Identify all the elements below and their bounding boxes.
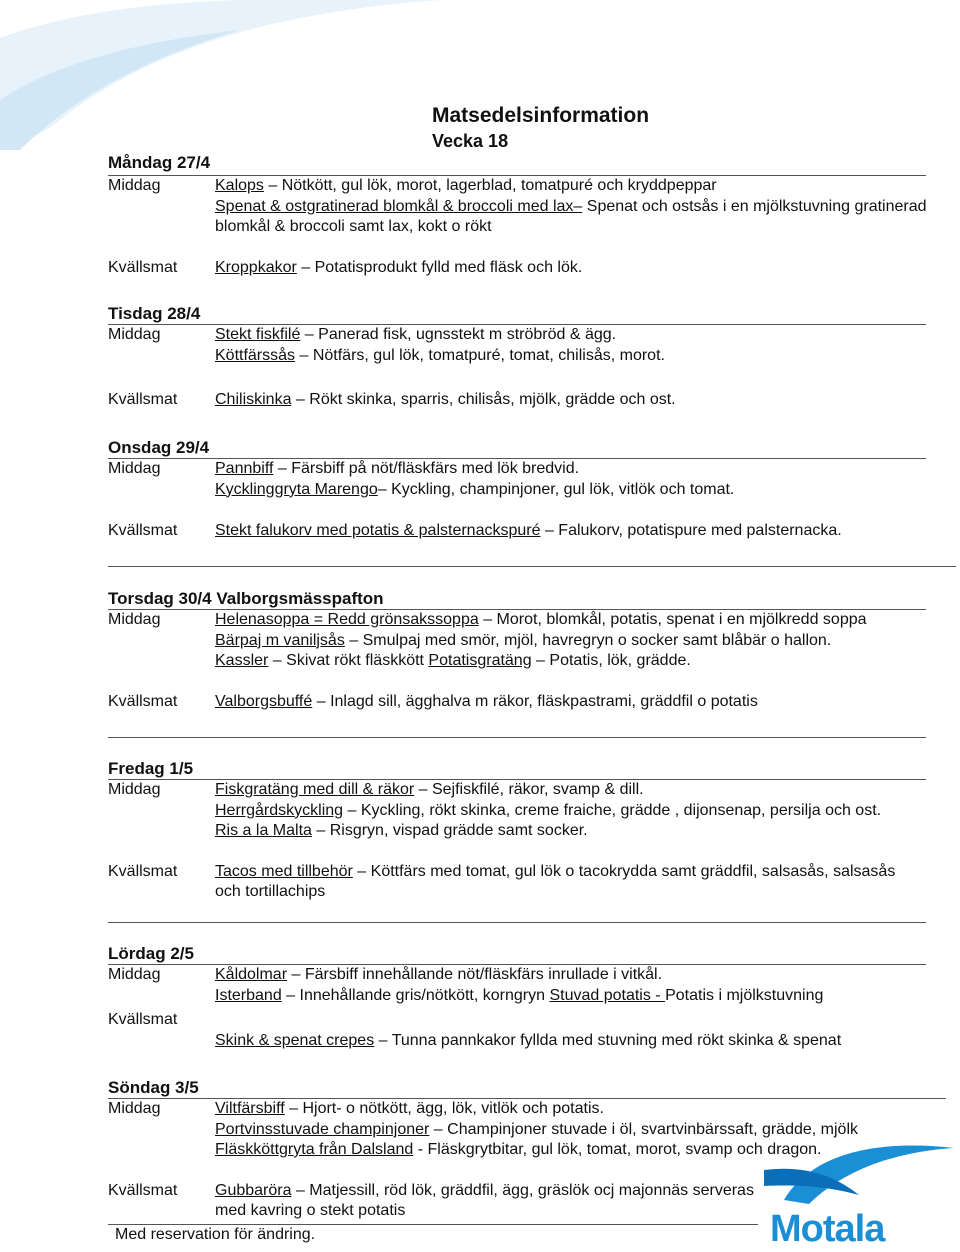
dish-description: Potatisprodukt fylld med fläsk och lök. — [314, 258, 583, 276]
dish-description: Kyckling, champinjoner, gul lök, vitlök och tomat. — [391, 480, 735, 498]
dish-name: Chiliskinka — [215, 391, 292, 408]
meal-row-middag — [108, 325, 928, 366]
meal-row-kvallsmat — [108, 258, 928, 279]
dish-description: Smulpaj med smör, mjöl, havregryn o socker samt blåbär o hallon. — [362, 631, 832, 649]
menu-item — [215, 821, 905, 842]
dish-name: Potatisgratäng — [428, 652, 532, 669]
dish-name: Portvinsstuvade champinjoner — [215, 1120, 430, 1138]
dash-separator: – — [374, 1032, 392, 1049]
menu-item — [215, 801, 905, 822]
day-heading: Måndag 27/4 — [108, 153, 211, 172]
page-title: Matsedelsinformation — [432, 104, 650, 127]
meal-items — [215, 1181, 755, 1222]
meal-label: Middag — [108, 1100, 161, 1117]
dash-separator: – — [291, 1181, 310, 1199]
dish-description: Panerad fisk, ugnsstekt m ströbröd & ägg. — [318, 326, 617, 343]
meal-label: Kvällsmat — [108, 391, 178, 408]
menu-item — [215, 197, 928, 238]
footer-divider — [108, 1224, 758, 1225]
dish-name: Ris a la Malta — [215, 822, 312, 839]
divider — [108, 922, 926, 923]
dish-description: Kyckling, rökt skinka, creme fraiche, grädde , dijonsenap, persilja och ost. — [360, 801, 882, 819]
meal-row-kvallsmat — [108, 521, 928, 542]
dish-name: Stekt falukorv med potatis & palsternackspuré — [215, 522, 541, 539]
dish-description: Potatis i mjölkstuvning — [665, 986, 824, 1004]
meal-items — [215, 521, 928, 542]
dish-name: Köttfärssås — [215, 346, 296, 364]
dish-name: Viltfärsbiff — [215, 1100, 285, 1117]
meal-row-kvallsmat — [108, 862, 928, 903]
dash-separator: – — [343, 801, 361, 819]
dish-description: Nötfärs, gul lök, tomatpuré, tomat, chilisås, morot. — [312, 346, 665, 364]
day-heading: Lördag 2/5 — [108, 944, 194, 963]
dish-description: Risgryn, vispad grädde samt socker. — [329, 822, 588, 839]
dish-description: Champinjoner stuvade i öl, svartvinbärssaft, grädde, mjölk — [447, 1120, 858, 1138]
header-swoosh — [0, 0, 440, 150]
dish-description: Innehållande gris/nötkött, korngryn — [299, 986, 550, 1004]
day-heading: Fredag 1/5 — [108, 759, 194, 778]
dash-separator: – — [295, 346, 313, 364]
dish-name: Isterband — [215, 986, 282, 1004]
dish-name: Tacos med tillbehör — [215, 862, 353, 880]
dish-description: Potatis, lök, grädde. — [549, 652, 691, 669]
dish-description: Hjort- o nötkött, ägg, lök, vitlök och potatis. — [302, 1100, 604, 1117]
dish-description: Köttfärs med tomat, gul lök o tacokrydda samt gräddfil, salsasås, salsasås och tortillachips — [215, 862, 896, 900]
dash-separator: – — [311, 822, 330, 839]
dish-name: Kåldolmar — [215, 966, 288, 983]
menu-item — [215, 480, 928, 501]
meal-items — [215, 176, 928, 238]
dish-description: Färsbiff på nöt/fläskfärs med lök bredvid. — [291, 460, 580, 477]
meal-row-middag — [108, 610, 928, 672]
dish-name: Kroppkakor — [215, 258, 297, 276]
dish-name: Kalops — [215, 177, 264, 194]
menu-item — [215, 610, 905, 631]
dash-separator: – — [287, 966, 305, 983]
dash-separator: – — [273, 460, 292, 477]
day-section-monday — [108, 152, 928, 278]
menu-item — [215, 965, 928, 986]
dash-separator: – — [284, 1100, 303, 1117]
meal-items — [215, 258, 928, 279]
dash-separator: – — [300, 326, 319, 343]
menu-item — [215, 780, 905, 801]
meal-items — [215, 325, 928, 366]
meal-items — [215, 780, 905, 842]
meal-items — [215, 862, 905, 903]
meal-label: Middag — [108, 326, 161, 343]
meal-label: Kvällsmat — [108, 258, 178, 276]
dish-description: Skivat rökt fläskkött — [286, 652, 429, 669]
dash-separator: – — [312, 692, 331, 710]
dish-name: Fiskgratäng med dill & räkor — [215, 781, 415, 798]
dash-separator: – — [531, 652, 550, 669]
dish-name: Helenasoppa = Redd grönsakssoppa — [215, 611, 479, 628]
menu-item — [215, 346, 928, 367]
dish-description: Morot, blomkål, potatis, spenat i en mjölkredd soppa — [496, 611, 867, 628]
menu-item — [215, 1181, 755, 1222]
meal-label: Kvällsmat — [108, 862, 178, 880]
meal-items — [215, 692, 928, 713]
day-section-tuesday — [108, 303, 928, 411]
logo-swoosh-icon — [764, 1140, 954, 1210]
meal-label: Kvällsmat — [108, 1011, 178, 1028]
dish-name: Gubbaröra — [215, 1181, 292, 1199]
dash-separator: – — [352, 862, 371, 880]
dash-separator: - — [413, 1141, 428, 1158]
dish-description: Spenat och ostsås i en mjölkstuvning gratinerad blomkål & broccoli samt lax, kokt o rökt — [215, 197, 927, 235]
meal-row-kvallsmat — [108, 390, 928, 411]
meal-label: Kvällsmat — [108, 522, 178, 539]
menu-item — [215, 390, 928, 411]
meal-label: Middag — [108, 966, 161, 983]
menu-item — [215, 651, 905, 672]
meal-items — [215, 1010, 928, 1052]
footer-note: Med reservation för ändring. — [115, 1226, 316, 1243]
day-heading: Söndag 3/5 — [108, 1078, 199, 1097]
day-section-friday — [108, 758, 928, 903]
dish-name: Spenat & ostgratinerad blomkål & broccoli med lax– — [215, 197, 583, 215]
menu-item — [215, 862, 905, 903]
menu-item — [215, 631, 905, 652]
meal-row-middag — [108, 965, 928, 1006]
meal-row-kvallsmat — [108, 1010, 928, 1056]
day-heading: Tisdag 28/4 — [108, 304, 201, 323]
meal-row-middag — [108, 459, 928, 500]
menu-item — [215, 459, 928, 480]
dish-description: Färsbiff innehållande nöt/fläskfärs inrullade i vitkål. — [304, 966, 663, 983]
dish-name: Valborgsbuffé — [215, 692, 313, 710]
logo: Motala — [770, 1208, 885, 1250]
dish-name: Stuvad potatis - — [549, 986, 666, 1004]
menu-item — [215, 1031, 928, 1052]
day-section-saturday — [108, 943, 928, 1056]
divider — [108, 737, 926, 738]
menu-item — [215, 1099, 928, 1120]
dash-separator: – — [429, 1120, 448, 1138]
dash-separator: – — [478, 611, 497, 628]
dish-name: Skink & spenat crepes — [215, 1032, 375, 1049]
meal-label: Kvällsmat — [108, 1181, 178, 1199]
dash-separator: – — [414, 781, 432, 798]
day-heading: Onsdag 29/4 — [108, 438, 210, 457]
dish-description: Tunna pannkakor fyllda med stuvning med rökt skinka & spenat — [391, 1032, 842, 1049]
dish-name: Pannbiff — [215, 460, 274, 477]
menu-item — [215, 176, 928, 197]
week-label: Vecka 18 — [432, 131, 509, 151]
menu-item — [215, 258, 928, 279]
meal-label: Middag — [108, 177, 161, 194]
meal-items — [215, 965, 928, 1006]
dish-name: Kycklinggryta Marengo — [215, 480, 378, 498]
menu-item — [215, 986, 928, 1007]
meal-row-kvallsmat — [108, 692, 928, 713]
meal-row-middag — [108, 780, 928, 842]
menu-item — [215, 692, 928, 713]
menu-item — [215, 521, 928, 542]
dish-description: Fläskgrytbitar, gul lök, tomat, morot, svamp och dragon. — [427, 1141, 822, 1158]
dash-separator: – — [291, 391, 310, 408]
dash-separator: – — [263, 177, 282, 194]
day-section-wednesday — [108, 437, 928, 542]
meal-row-middag — [108, 176, 928, 238]
dash-separator: – — [377, 480, 392, 498]
menu-item — [215, 325, 928, 346]
meal-label: Middag — [108, 781, 161, 798]
dish-description: Sejfiskfilé, räkor, svamp & dill. — [431, 781, 644, 798]
meal-label: Middag — [108, 460, 161, 477]
dish-description: Matjessill, röd lök, gräddfil, ägg, gräslök ocj majonnäs serveras med kavring o stekt potatis — [215, 1181, 754, 1219]
menu-item — [215, 1120, 928, 1141]
dish-name: Herrgårdskyckling — [215, 801, 344, 819]
dish-description: Inlagd sill, ägghalva m räkor, fläskpastrami, gräddfil o potatis — [330, 692, 758, 710]
dish-description: Nötkött, gul lök, morot, lagerblad, tomatpuré och kryddpeppar — [281, 177, 717, 194]
dash-separator: – — [540, 522, 559, 539]
dash-separator: – — [268, 652, 287, 669]
dish-name: Fläskköttgryta från Dalsland — [215, 1141, 414, 1158]
dish-name: Kassler — [215, 652, 269, 669]
dish-description: Rökt skinka, sparris, chilisås, mjölk, grädde och ost. — [309, 391, 676, 408]
meal-label: Kvällsmat — [108, 692, 178, 710]
day-section-thursday — [108, 588, 928, 712]
dish-name: Stekt fiskfilé — [215, 326, 301, 343]
divider — [108, 566, 956, 567]
dash-separator: – — [281, 986, 300, 1004]
dash-separator: – — [344, 631, 363, 649]
meal-label: Middag — [108, 611, 161, 628]
dish-name: Bärpaj m vaniljsås — [215, 631, 345, 649]
meal-items — [215, 610, 905, 672]
day-heading: Torsdag 30/4 Valborgsmässpafton — [108, 589, 384, 608]
meal-items — [215, 459, 928, 500]
meal-items — [215, 390, 928, 411]
dash-separator: – — [296, 258, 315, 276]
dish-description: Falukorv, potatispure med palsternacka. — [558, 522, 842, 539]
